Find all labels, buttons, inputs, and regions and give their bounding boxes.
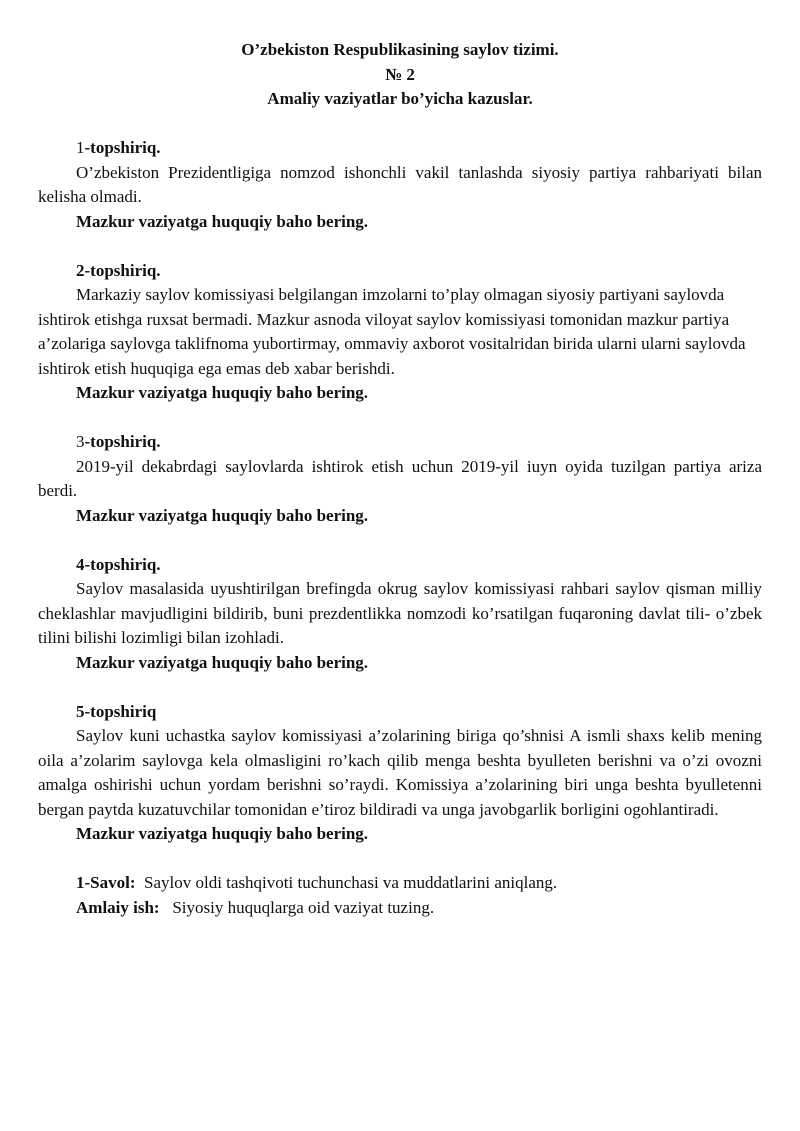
question-text: Saylov oldi tashqivoti tuchunchasi va muddatlarini aniqlang. — [135, 873, 558, 892]
task-number: 5 — [76, 701, 85, 721]
task-label: -topshiriq. — [84, 432, 161, 451]
task-3 — [38, 430, 762, 528]
task-label: -topshiriq. — [84, 554, 161, 574]
document-number: № 2 — [385, 64, 415, 84]
task-body: O’zbekiston Prezidentligiga nomzod ishonchli vakil tanlashda siyosiy partiya rahbariyati bilan kelisha olmadi. — [38, 162, 762, 206]
practical-task-label: Amlaiy ish: — [76, 897, 160, 917]
task-1 — [38, 136, 762, 234]
task-title — [38, 259, 762, 284]
task-prompt: Mazkur vaziyatga huquqiy baho bering. — [76, 505, 369, 525]
practical-task-text: Siyosiy huquqlarga oid vaziyat tuzing. — [159, 897, 435, 917]
task-prompt: Mazkur vaziyatga huquqiy baho bering. — [76, 652, 369, 672]
task-body: 2019-yil dekabrdagi saylovlarda ishtirok etish uchun 2019-yil iuyn oyida tuzilgan partiya ariza berdi. — [38, 456, 762, 500]
task-number: 3 — [76, 432, 85, 451]
task-body: Saylov masalasida uyushtirilgan brefingda okrug saylov komissiyasi rahbari saylov qisman milliy cheklashlar mavjudligini bildirib, buni prezdentlikka nomzodi ko’rsatilgan fuqaroning davlat tili- o’zbek tilini bilishi lozimligi bilan izohladi. — [38, 579, 762, 647]
task-number: 4 — [76, 554, 85, 574]
task-5 — [38, 700, 762, 847]
task-title — [38, 136, 762, 161]
task-4 — [38, 553, 762, 676]
question-line — [38, 871, 762, 896]
document-title: O’zbekiston Respublikasining saylov tizimi. — [241, 40, 559, 59]
task-prompt: Mazkur vaziyatga huquqiy baho bering. — [76, 211, 369, 231]
task-label: -topshiriq — [84, 701, 157, 721]
task-title — [38, 553, 762, 578]
question-label: 1-Savol: — [76, 873, 136, 892]
practical-task-line — [38, 896, 762, 921]
task-title — [38, 430, 762, 455]
task-number: 2 — [76, 260, 85, 280]
task-title — [38, 700, 762, 725]
task-label: -topshiriq. — [84, 260, 161, 280]
questions-section — [38, 871, 762, 920]
task-prompt: Mazkur vaziyatga huquqiy baho bering. — [76, 824, 369, 843]
task-body: Saylov kuni uchastka saylov komissiyasi a’zolarining biriga qo’shnisi A ismli shaxs kelib mening oila a’zolarim saylovga kela olmasligini ro’kach qilib menga beshta byulleten berishni va o’zi ovozni amalga oshirishi uchun yordam berishni so’raydi. Komissiya a’zolarining biri unga beshta byulletenni bergan paytda kuzatuvchilar tomonidan e’tiroz bildiradi va unga javobgarlik borligini ogohlantiradi. — [38, 726, 762, 819]
task-label: -topshiriq. — [84, 138, 161, 157]
task-2 — [38, 259, 762, 406]
document-header — [38, 38, 762, 112]
task-number: 1 — [76, 138, 85, 157]
task-prompt: Mazkur vaziyatga huquqiy baho bering. — [76, 383, 369, 402]
document-subtitle: Amaliy vaziyatlar bo’yicha kazuslar. — [267, 89, 533, 108]
task-body: Markaziy saylov komissiyasi belgilangan imzolarni to’play olmagan siyosiy partiyani saylovda ishtirok etishga ruxsat bermadi. Mazkur asnoda viloyat saylov komissiyasi tomonidan mazkur partiya a’zolariga saylovga taklifnoma yubortirmay, ommaviy axborot vositalridan birida ularni ularni saylovda ishtirok etish huquqiga ega emas deb xabar berishdi. — [38, 285, 746, 378]
